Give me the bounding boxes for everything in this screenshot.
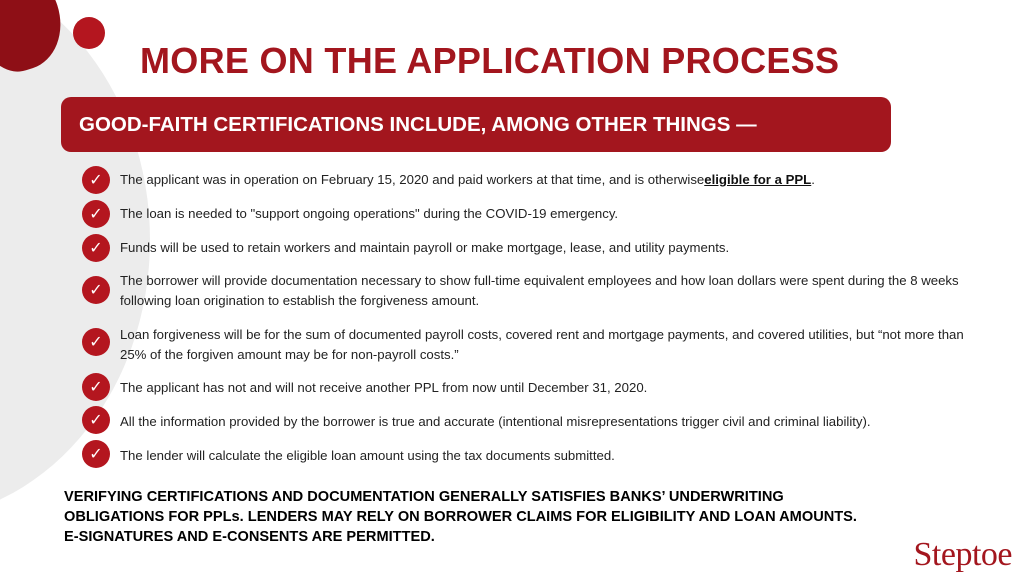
list-item-text: The lender will calculate the eligible loan amount using the tax documents submitted. (120, 448, 615, 463)
item-text-tail: . (811, 172, 815, 187)
banner-text: GOOD-FAITH CERTIFICATIONS INCLUDE, AMONG OTHER THINGS — (79, 112, 757, 136)
checkmark-icon: ✓ (82, 440, 110, 468)
list-item-text: The loan is needed to "support ongoing operations" during the COVID-19 emergency. (120, 206, 619, 221)
checkmark-icon: ✓ (82, 373, 110, 401)
eligible-ppl-link[interactable]: eligible for a PPL (704, 172, 812, 187)
list-item-text (120, 170, 970, 190)
checkmark-icon: ✓ (82, 200, 110, 228)
background-circle (0, 0, 150, 520)
list-item-text: All the information provided by the borrower is true and accurate (intentional misrepresentations trigger civil and criminal liability). (120, 414, 871, 429)
item-text: The applicant was in operation on February 15, 2020 and paid workers at that time, and is otherwise (120, 172, 705, 187)
page-title: MORE ON THE APPLICATION PROCESS (140, 40, 840, 81)
list-item-text: The borrower will provide documentation necessary to show full-time equivalent employees and how loan dollars were spent during the 8 weeks following loan origination to establish the forgiveness amount. (120, 273, 959, 308)
footer-line: OBLIGATIONS FOR PPLs. LENDERS MAY RELY ON BORROWER CLAIMS FOR ELIGIBILITY AND LOAN AMOUNTS. (64, 509, 857, 525)
checkmark-icon: ✓ (82, 406, 110, 434)
company-logo: Steptoe (913, 536, 1012, 573)
footer-statement (64, 487, 944, 547)
checkmark-icon: ✓ (82, 166, 110, 194)
footer-line: VERIFYING CERTIFICATIONS AND DOCUMENTATION GENERALLY SATISFIES BANKS’ UNDERWRITING (64, 489, 784, 505)
list-item-text: Funds will be used to retain workers and maintain payroll or make mortgage, lease, and utility payments. (120, 240, 730, 255)
decorative-dot (73, 17, 105, 49)
checkmark-icon: ✓ (82, 234, 110, 262)
footer-line: E-SIGNATURES AND E-CONSENTS ARE PERMITTED. (64, 529, 435, 545)
section-banner (61, 97, 891, 152)
list-item-text: The applicant has not and will not receive another PPL from now until December 31, 2020. (120, 380, 648, 395)
list-item-text: Loan forgiveness will be for the sum of documented payroll costs, covered rent and mortgage payments, and covered utilities, but “not more than 25% of the forgiven amount may be for non-payroll costs.” (120, 327, 964, 362)
checkmark-icon: ✓ (82, 328, 110, 356)
checkmark-icon: ✓ (82, 276, 110, 304)
